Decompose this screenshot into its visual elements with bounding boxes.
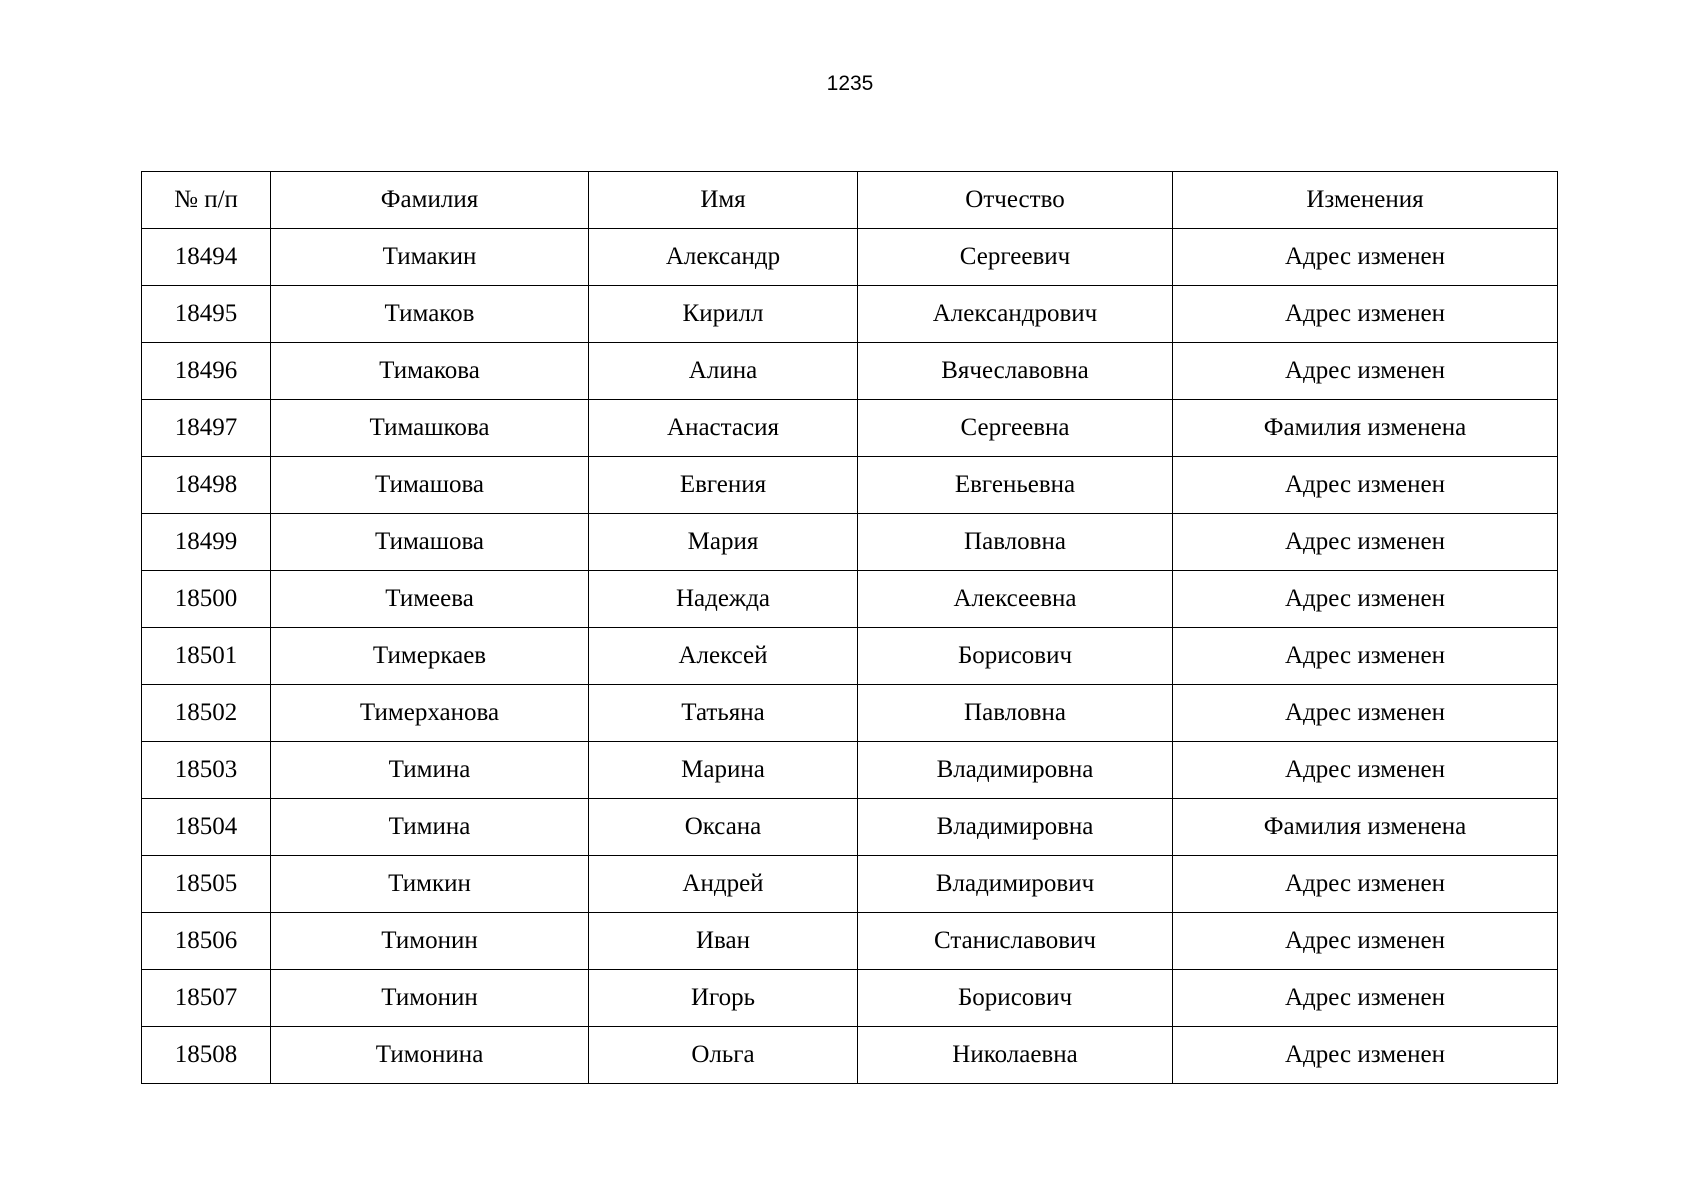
- cell-number: 18505: [142, 856, 271, 913]
- cell-number: 18502: [142, 685, 271, 742]
- cell-number: 18506: [142, 913, 271, 970]
- cell-changes: Адрес изменен: [1173, 1027, 1558, 1084]
- table-row: [142, 571, 1558, 628]
- table-row: [142, 799, 1558, 856]
- header-changes: Изменения: [1173, 172, 1558, 229]
- cell-surname: Тимашова: [271, 457, 589, 514]
- cell-surname: Тимашкова: [271, 400, 589, 457]
- cell-changes: Адрес изменен: [1173, 343, 1558, 400]
- cell-number: 18494: [142, 229, 271, 286]
- cell-name: Анастасия: [589, 400, 858, 457]
- cell-number: 18508: [142, 1027, 271, 1084]
- cell-name: Кирилл: [589, 286, 858, 343]
- cell-patronymic: Владимировна: [858, 799, 1173, 856]
- cell-name: Игорь: [589, 970, 858, 1027]
- cell-changes: Фамилия изменена: [1173, 799, 1558, 856]
- cell-surname: Тимина: [271, 742, 589, 799]
- cell-changes: Адрес изменен: [1173, 229, 1558, 286]
- cell-number: 18503: [142, 742, 271, 799]
- cell-surname: Тимкин: [271, 856, 589, 913]
- cell-number: 18504: [142, 799, 271, 856]
- cell-patronymic: Павловна: [858, 685, 1173, 742]
- cell-surname: Тимина: [271, 799, 589, 856]
- table-row: [142, 514, 1558, 571]
- header-patronymic: Отчество: [858, 172, 1173, 229]
- cell-patronymic: Сергеевич: [858, 229, 1173, 286]
- cell-name: Иван: [589, 913, 858, 970]
- cell-surname: Тимеева: [271, 571, 589, 628]
- cell-patronymic: Вячеславовна: [858, 343, 1173, 400]
- cell-patronymic: Евгеньевна: [858, 457, 1173, 514]
- cell-patronymic: Николаевна: [858, 1027, 1173, 1084]
- cell-name: Ольга: [589, 1027, 858, 1084]
- cell-patronymic: Сергеевна: [858, 400, 1173, 457]
- cell-patronymic: Александрович: [858, 286, 1173, 343]
- table-row: [142, 913, 1558, 970]
- cell-patronymic: Владимировна: [858, 742, 1173, 799]
- cell-name: Андрей: [589, 856, 858, 913]
- cell-surname: Тимонина: [271, 1027, 589, 1084]
- table-row: [142, 1027, 1558, 1084]
- cell-changes: Адрес изменен: [1173, 685, 1558, 742]
- cell-number: 18498: [142, 457, 271, 514]
- cell-name: Евгения: [589, 457, 858, 514]
- cell-changes: Адрес изменен: [1173, 457, 1558, 514]
- page-number: 1235: [826, 72, 874, 95]
- cell-name: Алина: [589, 343, 858, 400]
- cell-name: Александр: [589, 229, 858, 286]
- cell-changes: Адрес изменен: [1173, 571, 1558, 628]
- cell-surname: Тимонин: [271, 970, 589, 1027]
- cell-patronymic: Павловна: [858, 514, 1173, 571]
- cell-patronymic: Борисович: [858, 628, 1173, 685]
- table-row: [142, 229, 1558, 286]
- header-name: Имя: [589, 172, 858, 229]
- header-number: № п/п: [142, 172, 271, 229]
- table-row: [142, 685, 1558, 742]
- cell-surname: Тимонин: [271, 913, 589, 970]
- cell-changes: Адрес изменен: [1173, 628, 1558, 685]
- cell-patronymic: Владимирович: [858, 856, 1173, 913]
- cell-number: 18501: [142, 628, 271, 685]
- cell-name: Татьяна: [589, 685, 858, 742]
- cell-name: Марина: [589, 742, 858, 799]
- table-row: [142, 286, 1558, 343]
- cell-name: Надежда: [589, 571, 858, 628]
- cell-surname: Тимашова: [271, 514, 589, 571]
- table-row: [142, 457, 1558, 514]
- cell-name: Мария: [589, 514, 858, 571]
- cell-changes: Адрес изменен: [1173, 514, 1558, 571]
- cell-number: 18497: [142, 400, 271, 457]
- table-row: [142, 970, 1558, 1027]
- table-row: [142, 742, 1558, 799]
- table-row: [142, 856, 1558, 913]
- cell-changes: Адрес изменен: [1173, 970, 1558, 1027]
- cell-surname: Тимакин: [271, 229, 589, 286]
- cell-number: 18500: [142, 571, 271, 628]
- cell-changes: Фамилия изменена: [1173, 400, 1558, 457]
- cell-changes: Адрес изменен: [1173, 913, 1558, 970]
- table-row: [142, 400, 1558, 457]
- registry-table: [141, 171, 1558, 1084]
- cell-name: Оксана: [589, 799, 858, 856]
- cell-surname: Тимакова: [271, 343, 589, 400]
- table-row: [142, 628, 1558, 685]
- cell-number: 18499: [142, 514, 271, 571]
- table-row: [142, 343, 1558, 400]
- cell-surname: Тимаков: [271, 286, 589, 343]
- cell-surname: Тимеркаев: [271, 628, 589, 685]
- header-surname: Фамилия: [271, 172, 589, 229]
- cell-changes: Адрес изменен: [1173, 856, 1558, 913]
- cell-number: 18495: [142, 286, 271, 343]
- cell-patronymic: Алексеевна: [858, 571, 1173, 628]
- cell-patronymic: Борисович: [858, 970, 1173, 1027]
- cell-patronymic: Станиславович: [858, 913, 1173, 970]
- cell-surname: Тимерханова: [271, 685, 589, 742]
- cell-changes: Адрес изменен: [1173, 742, 1558, 799]
- cell-changes: Адрес изменен: [1173, 286, 1558, 343]
- cell-number: 18507: [142, 970, 271, 1027]
- cell-name: Алексей: [589, 628, 858, 685]
- cell-number: 18496: [142, 343, 271, 400]
- table-header-row: [142, 172, 1558, 229]
